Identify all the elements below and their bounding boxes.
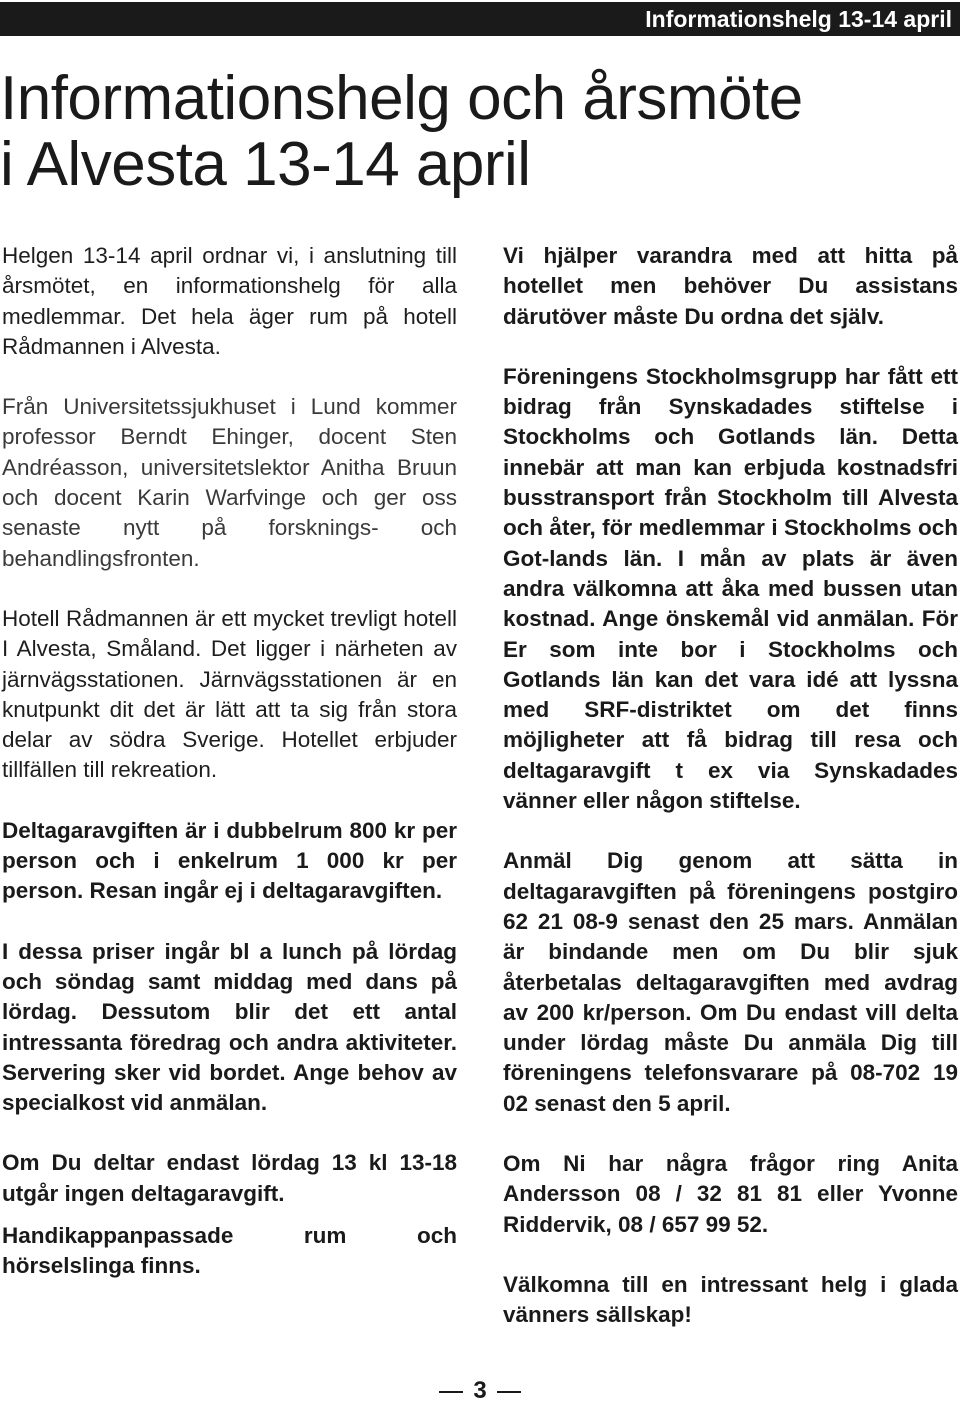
title-line-1: Informationshelg och årsmöte: [0, 64, 803, 133]
paragraph-fee: Deltagaravgiften är i dubbelrum 800 kr per person och i enkelrum 1 000 kr per person. Resan ingår ej i deltagaravgiften.: [2, 817, 457, 904]
title-line-2: i Alvesta 13-14 april: [0, 130, 531, 199]
header-label: Informationshelg 13-14 april: [645, 6, 952, 32]
paragraph-registration: Anmäl Dig genom att sätta in deltagaravgiften på föreningens postgiro 62 21 08-9 senast den 25 mars. Anmälan är bindande men om Du blir sjuk återbetalas deltagaravgiften med avdrag av 200 kr/person. Om Du endast vill delta under lördag måste Du anmäla Dig till föreningens telefonsvarare på 08-702 19 02 senast den 5 april.: [503, 848, 958, 1116]
paragraph-bus-transport: Föreningens Stockholmsgrupp har fått ett bidrag från Synskadades stiftelse i Stockholms och Gotlands län. Detta innebär att man kan erbjuda kostnadsfri busstransport från Stockholm till Alvesta och åter, för medlemmar i Stockholms och Got-lands län. I mån av plats är även andra välkomna att åka med bussen utan kostnad. Ange önskemål vid anmälan. För Er som inte bor i Stockholms och Gotlands län kan det vara idé att lyssna med SRF-distriktet om det finns möjligheter att få bidrag till resa och deltagaravgift t ex via Synskadades vänner eller någon stiftelse.: [503, 363, 958, 814]
right-column: [503, 241, 958, 1361]
paragraph-assistance: Vi hjälper varandra med att hitta på hotellet men behöver Du assistans därutöver måste Du ordna det själv.: [503, 243, 958, 329]
paragraph-included: I dessa priser ingår bl a lunch på lördag och söndag samt middag med dans på lördag. Dessutom blir det ett antal intressanta föredrag och andra aktiviteter. Servering sker vid bordet. Ange behov av specialkost vid anmälan.: [2, 938, 457, 1116]
page-number-value: 3: [473, 1377, 487, 1404]
page-title: [0, 66, 958, 198]
paragraph-contact: Om Ni har några frågor ring Anita Andersson 08 / 32 81 81 eller Yvonne Riddervik, 08 / 657 99 52.: [503, 1151, 958, 1237]
paragraph-accessibility: Handikappanpassade rum och hörselslinga finns.: [2, 1223, 457, 1279]
paragraph-hotel: Hotell Rådmannen är ett mycket trevligt hotell I Alvesta, Småland. Det ligger i närheten av järnvägsstationen. Järnvägsstationen är en knutpunkt dit det är lätt att ta sig från stora delar av södra Sverige. Hotellet erbjuder tillfällen till rekreation.: [2, 605, 457, 783]
paragraph-intro: Helgen 13-14 april ordnar vi, i anslutning till årsmötet, en informationshelg för alla medlemmar. Det hela äger rum på hotell Rådmannen i Alvesta.: [2, 243, 457, 359]
paragraph-speakers: Från Universitetssjukhuset i Lund kommer professor Berndt Ehinger, docent Sten Andréasson, universitetslektor Anitha Bruun och docent Karin Warfvinge och ger oss senaste nytt på forsknings- och behandlingsfronten.: [2, 394, 457, 571]
left-column: [2, 241, 457, 1312]
dash-right: [497, 1391, 521, 1393]
paragraph-welcome: Välkomna till en intressant helg i glada vänners sällskap!: [503, 1271, 958, 1328]
header-bar: [0, 2, 960, 36]
paragraph-saturday-only: Om Du deltar endast lördag 13 kl 13-18 utgår ingen deltagaravgift.: [2, 1150, 457, 1206]
dash-left: [439, 1391, 463, 1393]
